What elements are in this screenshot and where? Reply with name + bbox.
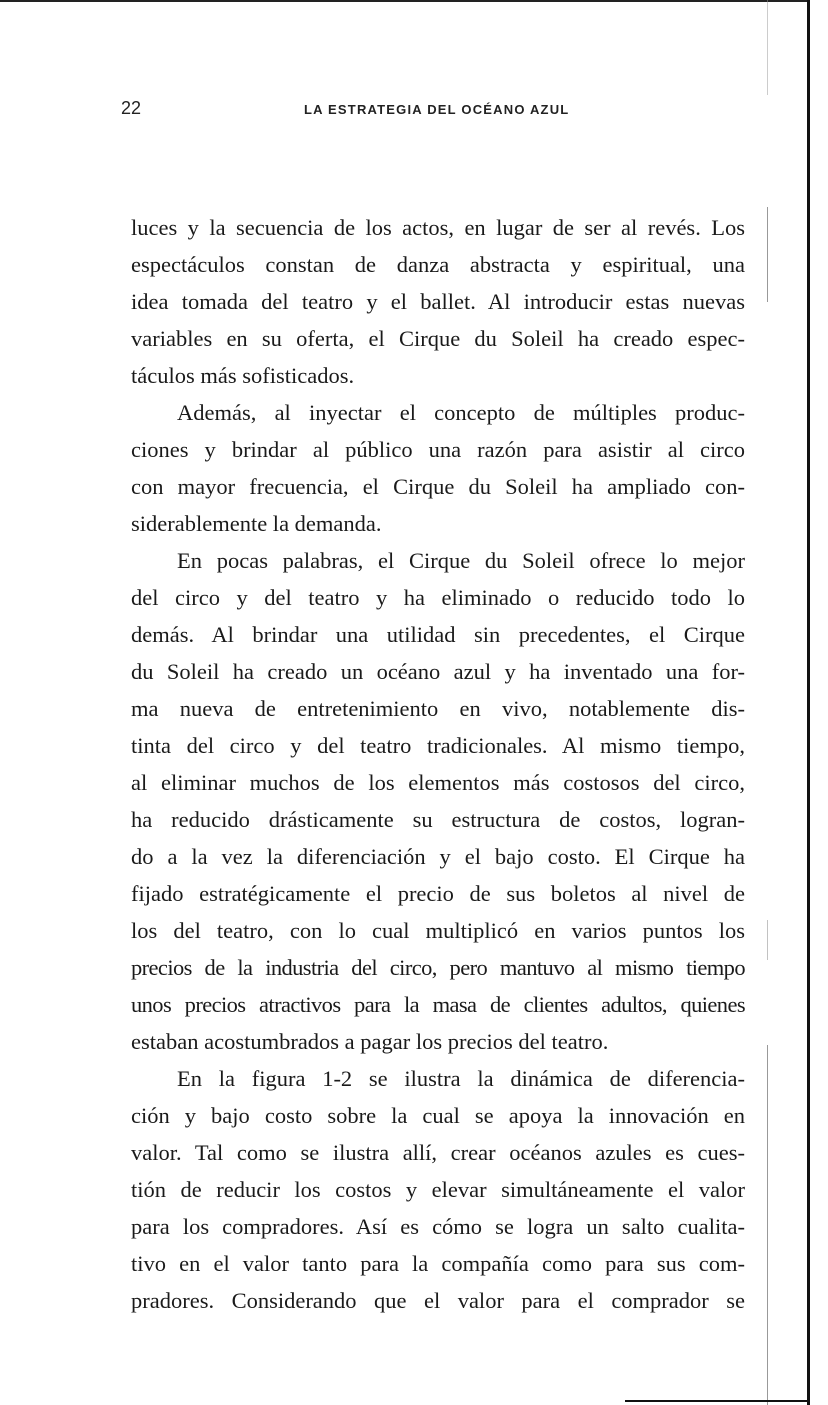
text-line: demás. Al brindar una utilidad sin precedentes, el Cirque [131, 622, 745, 647]
running-head: LA ESTRATEGIA DEL OCÉANO AZUL [304, 102, 570, 117]
text-line: Además, al inyectar el concepto de múltiples produc- [177, 400, 745, 425]
text-line: idea tomada del teatro y el ballet. Al introducir estas nuevas [131, 289, 745, 314]
paragraph [131, 209, 745, 394]
text-line: En la figura 1-2 se ilustra la dinámica de diferencia- [177, 1066, 745, 1091]
scan-edge-mark [767, 207, 768, 302]
page-number: 22 [121, 98, 142, 118]
text-line: para los compradores. Así es cómo se logra un salto cualita- [131, 1214, 745, 1239]
body-text [131, 209, 745, 1319]
text-line: do a la vez la diferenciación y el bajo costo. El Cirque ha [131, 844, 745, 869]
text-line: unos precios atractivos para la masa de clientes adultos, quienes [131, 992, 745, 1017]
text-line: tinta del circo y del teatro tradicionales. Al mismo tiempo, [131, 733, 745, 758]
text-line: pradores. Considerando que el valor para el comprador se [131, 1288, 745, 1313]
scan-bottom-edge [625, 1400, 810, 1402]
scan-edge-mark [767, 0, 768, 95]
scan-edge-mark [767, 920, 768, 960]
text-line: En pocas palabras, el Cirque du Soleil ofrece lo mejor [177, 548, 745, 573]
text-line: ciones y brindar al público una razón para asistir al circo [131, 437, 745, 462]
text-line: con mayor frecuencia, el Cirque du Soleil ha ampliado con- [131, 474, 745, 499]
text-line: variables en su oferta, el Cirque du Soleil ha creado espec- [131, 326, 745, 351]
text-line: los del teatro, con lo cual multiplicó en varios puntos los [131, 918, 745, 943]
text-line: luces y la secuencia de los actos, en lugar de ser al revés. Los [131, 215, 745, 240]
paragraph [131, 542, 745, 1060]
paragraph [131, 1060, 745, 1319]
text-line: táculos más sofisticados. [131, 363, 355, 388]
text-line: du Soleil ha creado un océano azul y ha inventado una for- [131, 659, 745, 684]
text-line: ma nueva de entretenimiento en vivo, notablemente dis- [131, 696, 745, 721]
text-line: al eliminar muchos de los elementos más costosos del circo, [131, 770, 745, 795]
text-line: del circo y del teatro y ha eliminado o reducido todo lo [131, 585, 745, 610]
text-line: estaban acostumbrados a pagar los precios del teatro. [131, 1029, 609, 1054]
scan-right-edge [807, 0, 810, 1405]
text-line: tivo en el valor tanto para la compañía como para sus com- [131, 1251, 745, 1276]
paragraph [131, 394, 745, 542]
text-line: ha reducido drásticamente su estructura de costos, logran- [131, 807, 745, 832]
page-header [121, 98, 651, 122]
text-line: ción y bajo costo sobre la cual se apoya la innovación en [131, 1103, 745, 1128]
text-line: precios de la industria del circo, pero mantuvo al mismo tiempo [131, 955, 745, 980]
text-line: valor. Tal como se ilustra allí, crear océanos azules es cues- [131, 1140, 745, 1165]
text-line: siderablemente la demanda. [131, 511, 382, 536]
text-line: fijado estratégicamente el precio de sus boletos al nivel de [131, 881, 745, 906]
text-line: tión de reducir los costos y elevar simultáneamente el valor [131, 1177, 745, 1202]
text-line: espectáculos constan de danza abstracta y espiritual, una [131, 252, 745, 277]
scan-top-border [0, 0, 808, 2]
scan-edge-mark [767, 1045, 768, 1405]
